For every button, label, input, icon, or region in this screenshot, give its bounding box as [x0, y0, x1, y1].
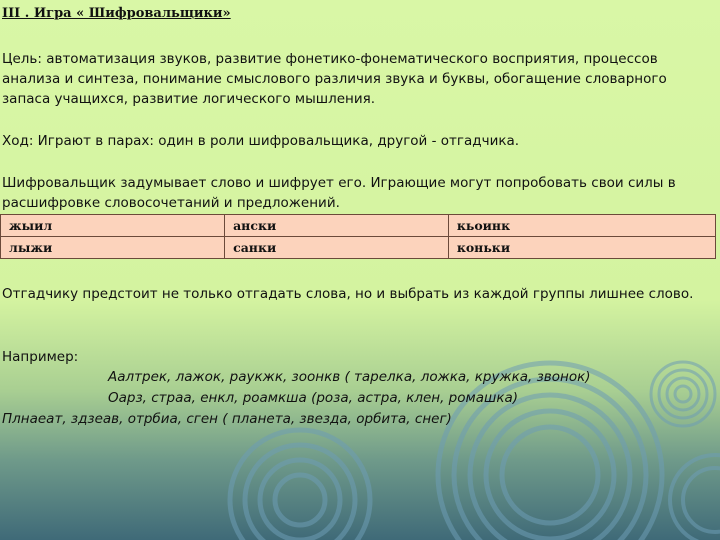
slide-title: III . Игра « Шифровальщики» [2, 6, 231, 21]
cipher-table [0, 214, 716, 259]
goal-paragraph: Цель: автоматизация звуков, развитие фонетико-фонематического восприятия, процессов анализа и синтеза, понимание смыслового различия звука и буквы, обогащение словарного запаса учащихся, развитие логического мышления. [2, 51, 667, 107]
table-cell: санки [225, 237, 449, 259]
table-cell: коньки [448, 237, 715, 259]
table-cell: ански [225, 215, 449, 237]
table-cell: жыил [1, 215, 225, 237]
table-cell: кьоинк [448, 215, 715, 237]
cipher-paragraph: Шифровальщик задумывает слово и шифрует его. Играющие могут попробовать свои силы в расшифровке словосочетаний и предложений. [2, 175, 676, 211]
example-line: Плнаеат, здзеав, отрбиа, сген ( планета, звезда, орбита, снег) [2, 411, 452, 427]
table-row [1, 215, 716, 237]
example-label: Например: [2, 349, 79, 365]
task-paragraph: Отгадчику предстоит не только отгадать слова, но и выбрать из каждой группы лишнее слово. [2, 286, 694, 302]
move-paragraph: Ход: Играют в парах: один в роли шифровальщика, другой - отгадчика. [2, 133, 520, 149]
table-cell: лыжи [1, 237, 225, 259]
table-row [1, 237, 716, 259]
example-line: Оарз, страа, енкл, роамкша (роза, астра, клен, ромашка) [108, 390, 519, 406]
example-line: Аалтрек, лажок, раукжк, зоонкв ( тарелка, ложка, кружка, звонок) [108, 369, 591, 385]
